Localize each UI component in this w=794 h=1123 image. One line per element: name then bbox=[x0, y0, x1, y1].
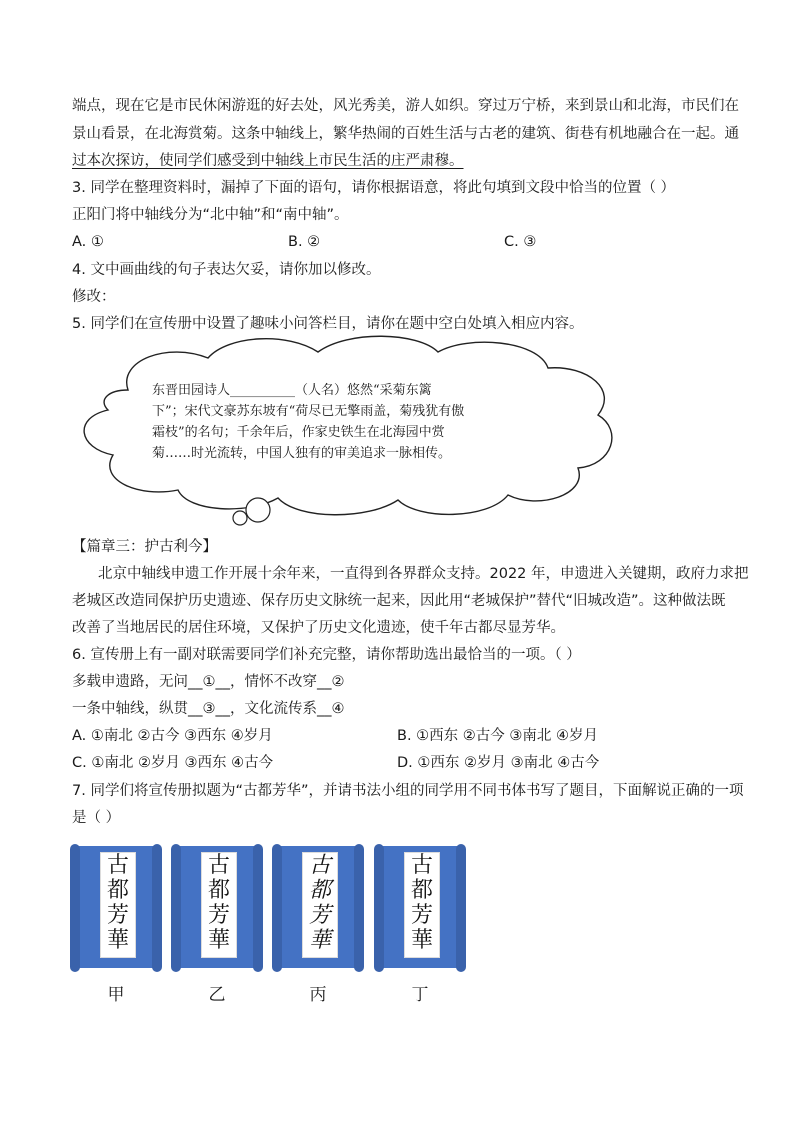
q3-stem: 3. 同学在整理资料时，漏掉了下面的语句，请你根据语意，将此句填到文段中恰当的位置（ ） bbox=[72, 180, 676, 196]
q6-stem: 6. 宣传册上有一副对联需要同学们补充完整，请你帮助选出最恰当的一项。（ ） bbox=[72, 647, 581, 663]
scroll-label-yi: 乙 bbox=[208, 985, 226, 1005]
passage-line-3 bbox=[72, 151, 464, 171]
scroll-label-jia: 甲 bbox=[107, 985, 125, 1005]
q6-option-a: A. ①南北 ②古今 ③西东 ④岁月 bbox=[72, 728, 273, 744]
chapter-title: 【篇章三：护古利今】 bbox=[72, 539, 217, 555]
calligraphy-panel: 古 都 芳 華 bbox=[201, 852, 237, 958]
q6-option-d: D. ①西东 ②岁月 ③南北 ④古今 bbox=[397, 755, 600, 771]
scroll-label-bing: 丙 bbox=[309, 985, 327, 1005]
q6-couplet-2: 一条中轴线，纵贯__③__，文化流传系__④ bbox=[72, 701, 345, 717]
cloud-line-4: 菊……时光流转，中国人独有的审美追求一脉相传。 bbox=[152, 446, 452, 461]
cloud-line-3: 霜枝”的名句；千余年后，作家史铁生在北海园中赏 bbox=[152, 425, 445, 440]
q3-option-a: A. ① bbox=[72, 234, 104, 250]
q6-option-b: B. ①西东 ②古今 ③南北 ④岁月 bbox=[397, 728, 598, 744]
calligraphy-panel: 古 都 芳 華 bbox=[302, 852, 338, 958]
scroll-label-ding: 丁 bbox=[411, 985, 429, 1005]
q7-stem-line-2: 是（ ） bbox=[72, 810, 121, 826]
q5-stem: 5. 同学们在宣传册中设置了趣味小问答栏目，请你在题中空白处填入相应内容。 bbox=[72, 316, 584, 332]
q7-stem-line-1: 7. 同学们将宣传册拟题为“古都芳华”，并请书法小组的同学用不同书体书写了题目，下面解说正确的一项 bbox=[72, 783, 744, 799]
scroll-yi bbox=[171, 842, 263, 974]
passage-line-2: 景山看景，在北海赏菊。这条中轴线上，繁华热闹的百姓生活与古老的建筑、街巷有机地融合在一起。通 bbox=[72, 126, 739, 142]
q3-sentence: 正阳门将中轴线分为“北中轴”和“南中轴”。 bbox=[72, 207, 349, 223]
chapter-para-line-1: 北京中轴线申遗工作开展十余年来，一直得到各界群众支持。2022 年，申遗进入关键期，政府力求把 bbox=[98, 566, 749, 582]
q6-couplet-1: 多载申遗路，无问__①__，情怀不改穿__② bbox=[72, 674, 345, 690]
chapter-para-line-2: 老城区改造同保护历史遗迹、保存历史文脉统一起来，因此用“老城保护”替代“旧城改造”。这种做法既 bbox=[72, 593, 726, 609]
q6-option-c: C. ①南北 ②岁月 ③西东 ④古今 bbox=[72, 755, 274, 771]
scroll-ding bbox=[374, 842, 466, 974]
scroll-bing bbox=[272, 842, 364, 974]
calligraphy-panel: 古 都 芳 華 bbox=[404, 852, 440, 958]
passage-line-1: 端点，现在它是市民休闲游逛的好去处，风光秀美，游人如织。穿过万宁桥，来到景山和北海，市民们在 bbox=[72, 98, 739, 114]
q4-answer-label: 修改： bbox=[72, 289, 116, 305]
calligraphy-panel: 古 都 芳 華 bbox=[100, 852, 136, 958]
q3-option-b: B. ② bbox=[288, 234, 321, 250]
q3-option-c: C. ③ bbox=[504, 234, 537, 250]
scroll-jia bbox=[70, 842, 162, 974]
cloud-line-1: 东晋田园诗人__________（人名）悠然“采菊东篱 bbox=[152, 383, 432, 398]
q4-stem: 4. 文中画曲线的句子表达欠妥，请你加以修改。 bbox=[72, 262, 381, 278]
underlined-sentence: 过本次探访，使同学们感受到中轴线上市民生活的庄严肃穆。 bbox=[72, 153, 464, 169]
chapter-para-line-3: 改善了当地居民的居住环境，又保护了历史文化遗迹，使千年古都尽显芳华。 bbox=[72, 620, 565, 636]
cloud-line-2: 下”；宋代文豪苏东坡有“荷尽已无擎雨盖，菊残犹有傲 bbox=[152, 404, 465, 419]
